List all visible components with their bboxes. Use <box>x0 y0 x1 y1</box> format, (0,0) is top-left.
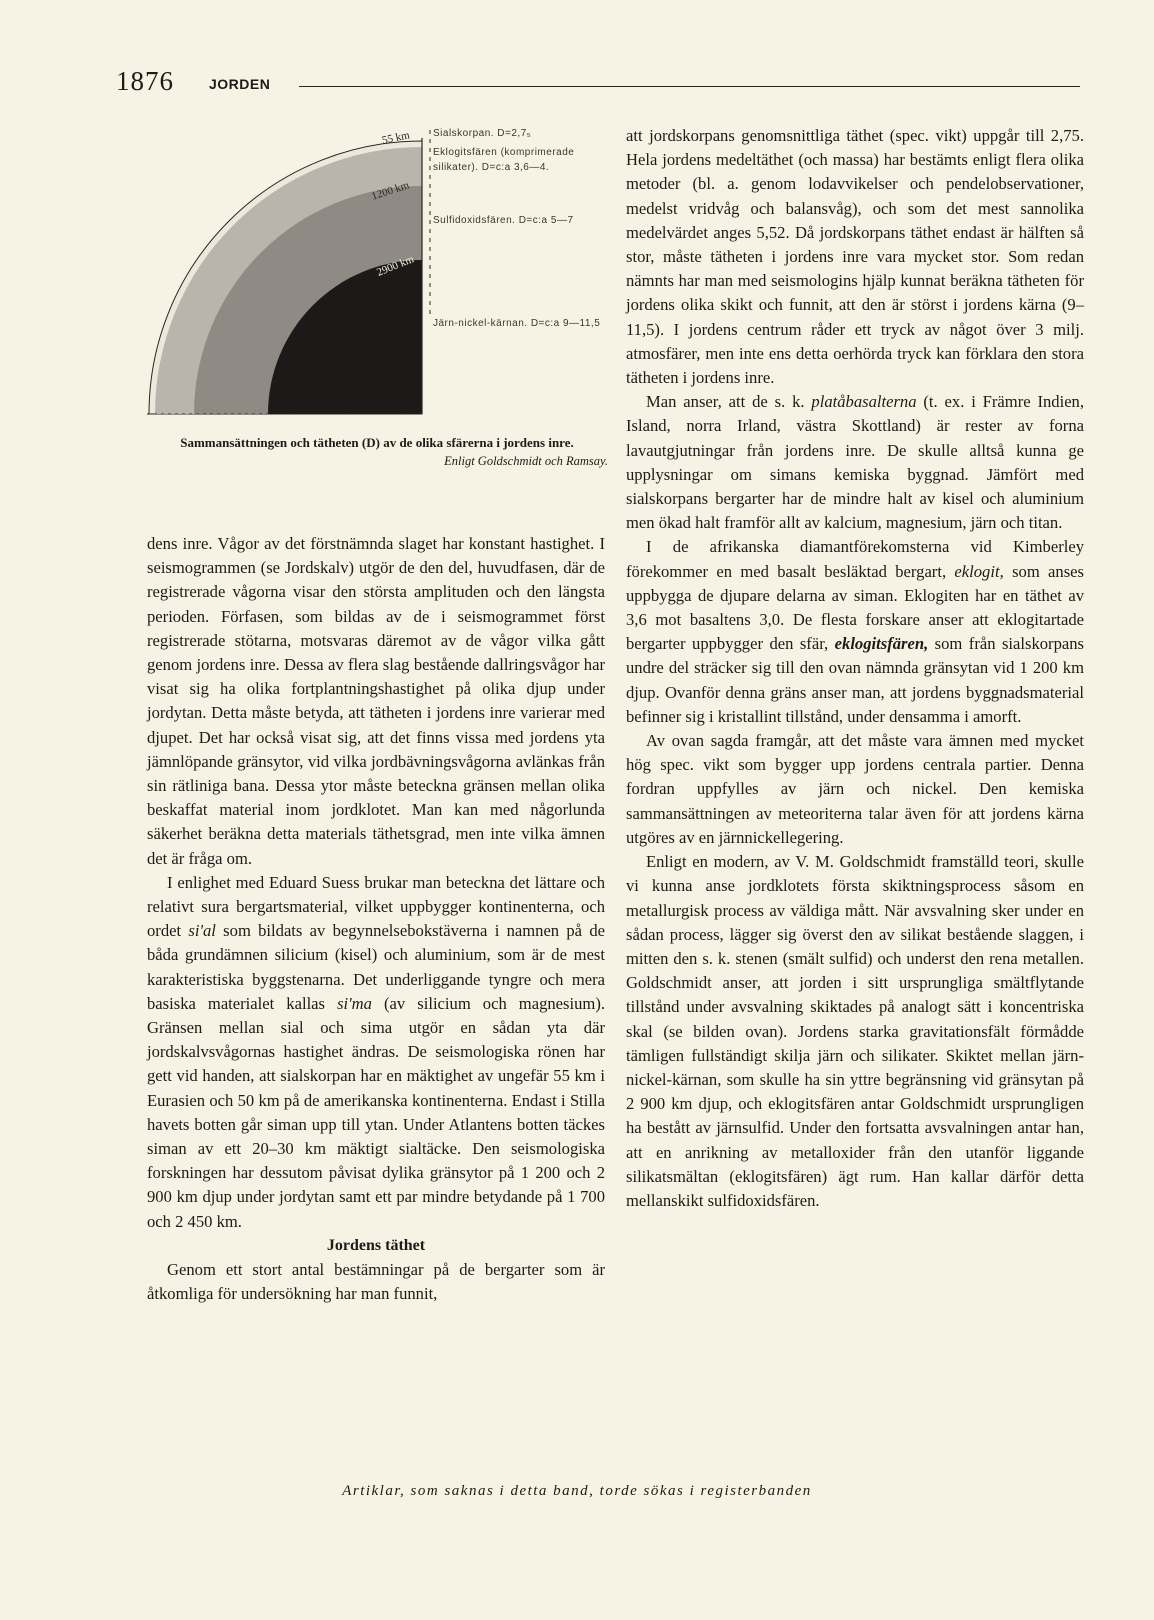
text-run: som från sialskorpans undre del sträcker sig till den ovan nämnda gränsytan vid 1 200 km djup. Ovanför denna gräns anser man, att jordens byggnadsmaterial befinner sig i kristallint tillstånd, under densamma i amorft. <box>626 634 1084 726</box>
term-sial: si'al <box>188 921 216 941</box>
right-column <box>626 124 1084 1213</box>
text-run: I de afrikanska diamantförekomsterna vid Kimberley förekommer en med basalt besläktad bergart, <box>626 537 1084 581</box>
page-header <box>116 66 1080 98</box>
distance-label-1200: 1200 km <box>370 179 411 203</box>
legend-sial: Sialskorpan. D=2,7₅ <box>433 128 532 139</box>
page-number: 1876 <box>116 66 174 96</box>
header-rule <box>299 86 1080 87</box>
paragraph <box>626 390 1084 535</box>
section-heading: Jordens täthet <box>326 1236 426 1254</box>
paragraph: att jordskorpans genomsnittliga täthet (spec. vikt) uppgår till 2,75. Hela jordens medeltäthet (och massa) har bestämts enligt flera olika metoder (bl. a. genom lodavvikelser och pendelobservationer, medelst vridvåg och balansvåg), och som det mest sannolika medelvärdet anges 5,52. Då jordskorpans täthet endast är hälften så stor, måste tätheten i jordens inre vara mycket stor. Som redan nämnts har man med seismologins hjälp kunnat beräkna tätheten för jordens olika skikt och funnit, att den är störst i jordens kärna (9–11,5). I jordens centrum råder ett tryck av något över 3 milj. atmosfärer, men inte ens detta oerhörda tryck kan förklara den stora tätheten i jordens inre. <box>626 126 1084 388</box>
paragraph: dens inre. Vågor av det förstnämnda slaget har konstant hastighet. I seismogrammen (se Jordskalv) utgör de den del, huvudfasen, där de registrerade vågorna visar den största amplituden och den längsta perioden. Förfasen, som bildas av de i seismogrammet först registrerade stötarna, motsvaras däremot av de vågor vilka gått genom jordens inre. Dessa av flera slag bestående dallringsvågor har visat sig ha olika fortplantningshastighet på olika djup under jordytan. Detta måste betyda, att tätheten i jordens inre varierar med djupet. Det har också visat sig, att det finns vissa med jordens yta jämnlöpande gränsytor, vid vilka jordbävningsvågorna avlänkas från sin rätliniga bana. Dessa ytor måste beteckna gränsen mellan olika beskaffat material inom jordklotet. Man kan med någorlunda säkerhet beräkna detta materials täthetsgrad, men inte vilka ämnen det är fråga om. <box>147 534 605 868</box>
text-run: Man anser, att de s. k. <box>646 392 812 412</box>
legend-karna: Järn-nickel-kärnan. D=c:a 9—11,5 <box>433 318 601 329</box>
figure-caption <box>146 434 608 470</box>
left-column <box>147 532 605 1307</box>
text-run: som bildats av begynnelsebokstäverna i namnen på de båda grundämnen silicium (kisel) och aluminium, som är de mest karakteristiska byggstenarna. Det underliggande tyngre och mera basiska materialet kallas <box>147 921 605 1013</box>
text-run: (av silicium och magnesium). Gränsen mellan sial och sima utgör en sådan yta där jordskalvsvågornas hastighet ändras. De seismologiska rönen har gett vid handen, att sialskorpan har en mäktighet av ungefär 55 km i Eurasien och 50 km på de amerikanska kontinenterna. Endast i Stilla havets botten går siman upp till ytan. Under Atlantens botten täckes siman av ett 20–30 km mäktigt sialtäcke. Den seismologiska forskningen har dessutom påvisat dylika gränsytor på 1 200 och 2 900 km djup under jordytan samt ett par mindre betydande på 1 700 och 2 450 km. <box>147 993 605 1231</box>
paragraph: Av ovan sagda framgår, att det måste vara ämnen med mycket hög spec. vikt som bygger upp jordens centrala partier. Denna fordran uppfylles av järn och nickel. Den kemiska sammansättningen av meteoriterna talar även för att jordens kärna utgöres av en järnnickellegering. <box>626 731 1084 847</box>
caption-main: Sammansättningen och tätheten (D) av de olika sfärerna i jordens inre. <box>180 435 574 450</box>
paragraph <box>626 535 1084 729</box>
legend-eklogit: Eklogitsfären (komprimerade silikater). D=c:a 3,6—4. <box>433 147 575 173</box>
distance-label-55: 55 km <box>381 129 411 147</box>
running-head: JORDEN <box>209 76 271 92</box>
distance-label-2900: 2900 km <box>375 253 416 279</box>
legend-sulfid: Sulfidoxidsfären. D=c:a 5—7 <box>433 215 574 226</box>
caption-credit: Enligt Goldschmidt och Ramsay. <box>444 454 608 468</box>
term-platabasalterna: platåbasalterna <box>811 392 917 412</box>
paragraph: Enligt en modern, av V. M. Goldschmidt framställd teori, skulle vi kunna anse jordklotets första skiktningsprocess såsom en metallurgisk process av väldiga mått. När avsvalning sker under en sådan process, lägger sig överst den av silikat bestående slaggen, i mitten den s. k. stenen (smält sulfid) och underst den rena metallen. Goldschmidt anser, att jorden i sitt ursprungliga smältflytande tillstånd under avsvalning skiktades på analogt sätt i koncentriska skal (se bilden ovan). Jordens starka gravitationsfält förmådde tämligen fullständigt skilja järn och silikater. Skiktet mellan järn-nickel-kärnan, som skulle ha sin yttre begränsning vid gränsytan på 2 900 km djup, och eklogitsfären antar Goldschmidt ursprungligen ha bestått av järnsulfid. Under den fortsatta avsvalningen antar han, att en anrikning av metalloxider från den utanför liggande silikatsmältan (eklogitsfären) ägt rum. Han kallar därför detta mellanskikt sulfidoxidsfären. <box>626 852 1084 1210</box>
text-run: I enlighet med Eduard Suess brukar man beteckna det lättare och relativt sura bergartsmaterial, vilket uppbygger kontinenterna, och ordet <box>147 872 605 941</box>
term-eklogit: eklogit, <box>954 561 1004 581</box>
term-eklogitsfaren: eklogitsfären, <box>834 634 929 654</box>
paragraph <box>147 871 605 1234</box>
earth-structure-figure <box>147 118 607 418</box>
page-footer: Artiklar, som saknas i detta band, torde sökas i registerbanden <box>342 1483 812 1499</box>
term-sima: si'ma <box>337 993 372 1013</box>
text-run: som anses uppbygga de djupare delarna av siman. Eklogiten har en täthet av 3,6 mot basaltens 3,0. De flesta forskare anser att eklogitartade bergarter uppbygger den sfär, <box>626 561 1084 654</box>
paragraph: Genom ett stort antal bestämningar på de bergarter som är åtkomliga för undersökning har man funnit, <box>147 1260 605 1304</box>
text-run: (t. ex. i Främre Indien, Island, norra Irland, västra Skottland) är rester av forna lavautgjutningar från jordens inre. De skulle alltså kunna ge upplysningar om simans kemiska byggnad. Jämfört med sialskorpans bergarter har de mindre halt av kisel och aluminium men ökad halt framför allt av kalcium, magnesium, järn och titan. <box>626 392 1085 533</box>
